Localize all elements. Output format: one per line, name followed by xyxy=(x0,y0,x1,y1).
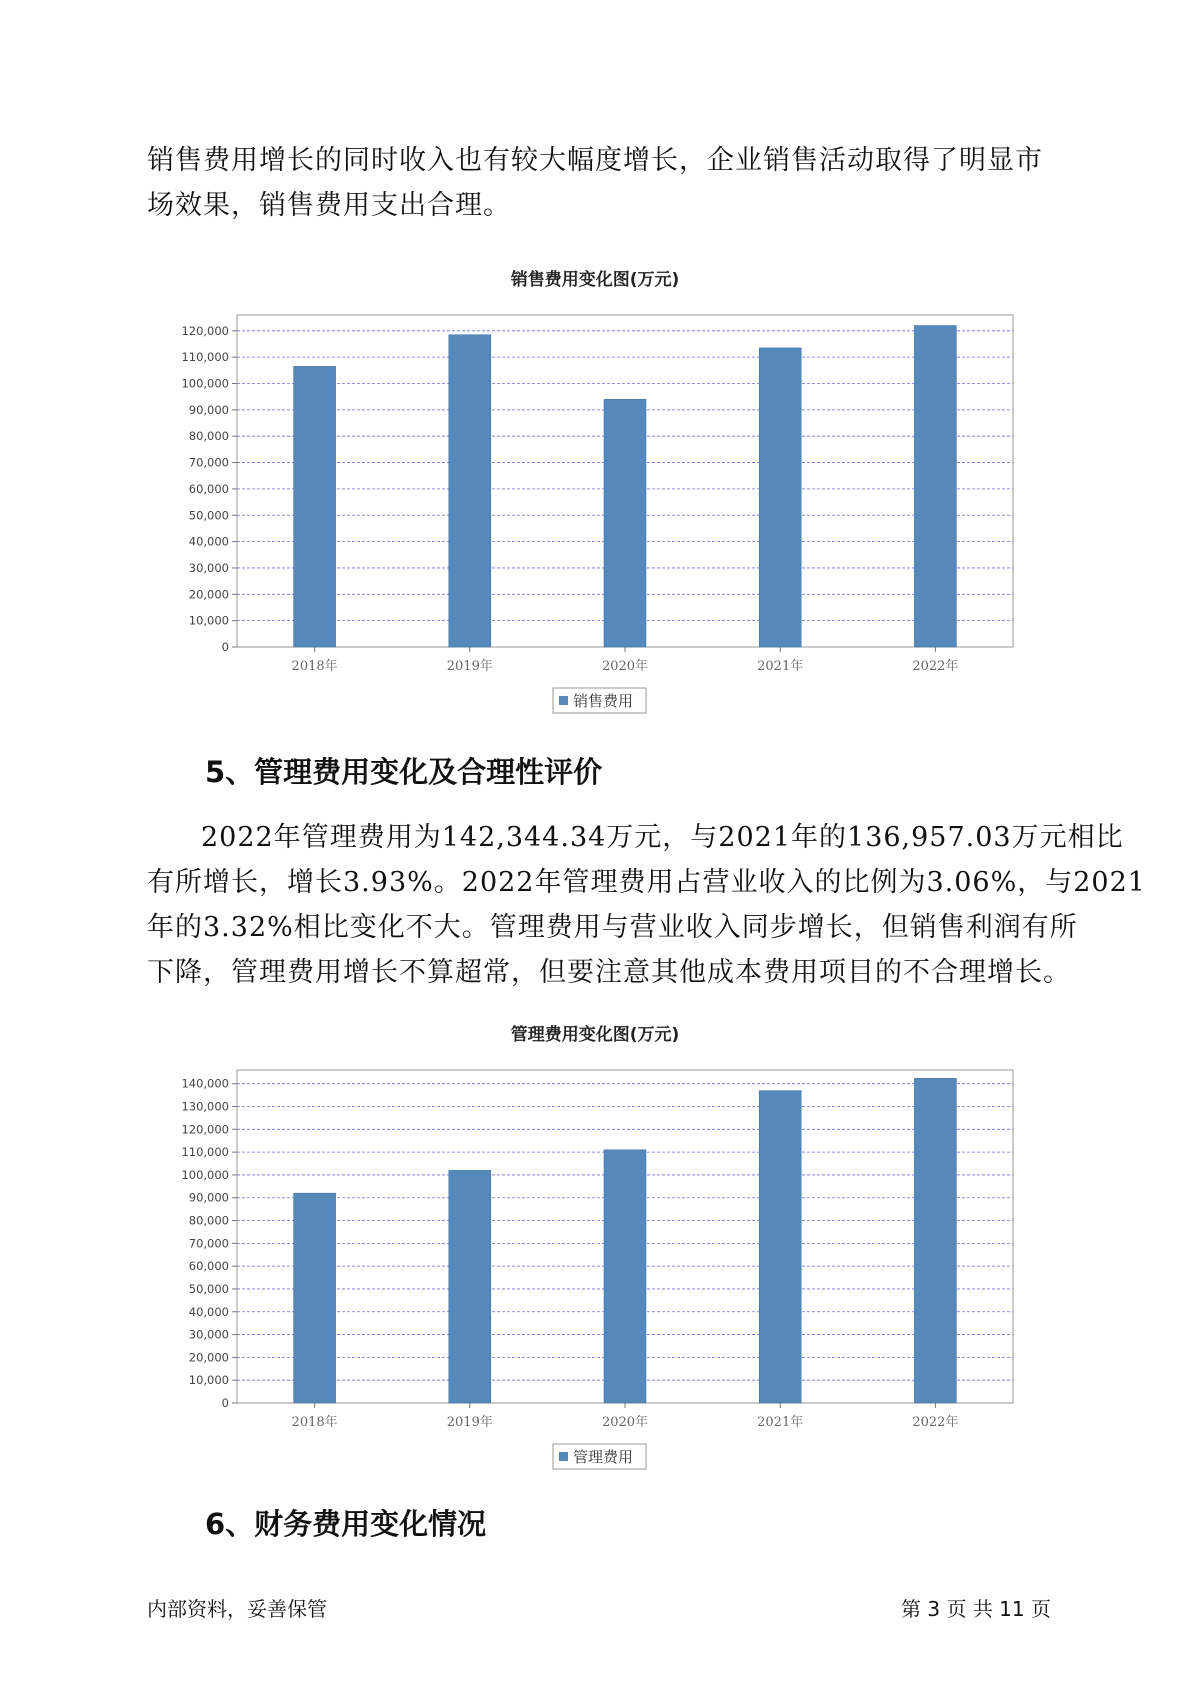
legend-label: 管理费用 xyxy=(573,1448,634,1466)
legend-swatch xyxy=(559,696,568,705)
y-tick-label: 50,000 xyxy=(188,508,229,523)
section-5-line: 下降，管理费用增长不算超常，但要注意其他成本费用项目的不合理增长。 xyxy=(147,957,1071,988)
y-tick-label: 40,000 xyxy=(188,534,229,549)
y-tick-label: 60,000 xyxy=(188,1259,229,1274)
y-tick-label: 80,000 xyxy=(188,1213,229,1228)
x-tick-label: 2021年 xyxy=(757,659,804,674)
y-tick-label: 30,000 xyxy=(188,560,229,575)
y-tick-label: 100,000 xyxy=(181,1167,229,1182)
x-tick-label: 2020年 xyxy=(601,1415,649,1430)
bar xyxy=(449,1170,491,1403)
y-tick-label: 110,000 xyxy=(181,350,229,365)
legend-swatch xyxy=(559,1452,568,1461)
footer-confidential: 内部资料，妥善保管 xyxy=(147,1597,327,1621)
section-5-line: 2022年管理费用为142,344.34万元，与2021年的136,957.03万元相比 xyxy=(201,822,1124,853)
y-tick-label: 20,000 xyxy=(188,1350,229,1365)
chart-title: 管理费用变化图(万元) xyxy=(510,1025,680,1045)
bar xyxy=(914,1078,956,1403)
y-tick-label: 50,000 xyxy=(188,1281,229,1296)
y-tick-label: 0 xyxy=(221,640,229,654)
y-tick-label: 100,000 xyxy=(181,376,229,391)
bar xyxy=(449,335,491,647)
y-tick-label: 20,000 xyxy=(188,587,229,602)
y-tick-label: 10,000 xyxy=(188,1373,229,1388)
y-tick-label: 30,000 xyxy=(188,1327,229,1342)
y-tick-label: 90,000 xyxy=(188,402,229,417)
legend-label: 销售费用 xyxy=(573,692,634,710)
bar xyxy=(604,399,646,647)
x-tick-label: 2020年 xyxy=(601,659,649,674)
y-tick-label: 40,000 xyxy=(188,1304,229,1319)
section-5-heading: 5、管理费用变化及合理性评价 xyxy=(205,755,603,789)
y-tick-label: 60,000 xyxy=(188,481,229,496)
x-tick-label: 2018年 xyxy=(291,1415,338,1430)
x-tick-label: 2022年 xyxy=(912,1415,959,1430)
admin-expense-chart-svg xyxy=(0,1010,1191,1480)
bar xyxy=(604,1150,646,1403)
intro-line: 销售费用增长的同时收入也有较大幅度增长，企业销售活动取得了明显市 xyxy=(147,145,1043,176)
bar xyxy=(759,348,801,647)
y-tick-label: 140,000 xyxy=(181,1076,229,1091)
intro-line: 场效果，销售费用支出合理。 xyxy=(147,190,511,221)
chart-title: 销售费用变化图(万元) xyxy=(510,270,680,290)
bar xyxy=(294,1193,336,1403)
footer-page-number: 第 3 页 共 11 页 xyxy=(901,1597,1051,1621)
y-tick-label: 90,000 xyxy=(188,1190,229,1205)
y-tick-label: 70,000 xyxy=(188,1236,229,1251)
y-tick-label: 10,000 xyxy=(188,613,229,628)
sales-expense-chart xyxy=(0,255,1191,725)
section-5-line: 有所增长，增长3.93%。2022年管理费用占营业收入的比例为3.06%，与2021 xyxy=(147,867,1146,898)
y-tick-label: 110,000 xyxy=(181,1145,229,1160)
x-tick-label: 2018年 xyxy=(291,659,338,674)
x-tick-label: 2019年 xyxy=(446,659,493,674)
y-tick-label: 70,000 xyxy=(188,455,229,470)
y-tick-label: 130,000 xyxy=(181,1099,229,1114)
admin-expense-chart xyxy=(0,1010,1191,1480)
section-6-heading: 6、财务费用变化情况 xyxy=(205,1507,487,1541)
section-5-line: 年的3.32%相比变化不大。管理费用与营业收入同步增长，但销售利润有所 xyxy=(147,912,1078,943)
y-tick-label: 80,000 xyxy=(188,429,229,444)
intro-paragraph xyxy=(147,138,1052,228)
bar xyxy=(759,1091,801,1403)
x-tick-label: 2022年 xyxy=(912,659,959,674)
bar xyxy=(294,366,336,647)
y-tick-label: 120,000 xyxy=(181,323,229,338)
y-tick-label: 120,000 xyxy=(181,1122,229,1137)
sales-expense-chart-svg xyxy=(0,255,1191,725)
bar xyxy=(914,326,956,647)
section-5-paragraph xyxy=(147,815,1146,995)
y-tick-label: 0 xyxy=(221,1396,229,1410)
x-tick-label: 2019年 xyxy=(446,1415,493,1430)
x-tick-label: 2021年 xyxy=(757,1415,804,1430)
